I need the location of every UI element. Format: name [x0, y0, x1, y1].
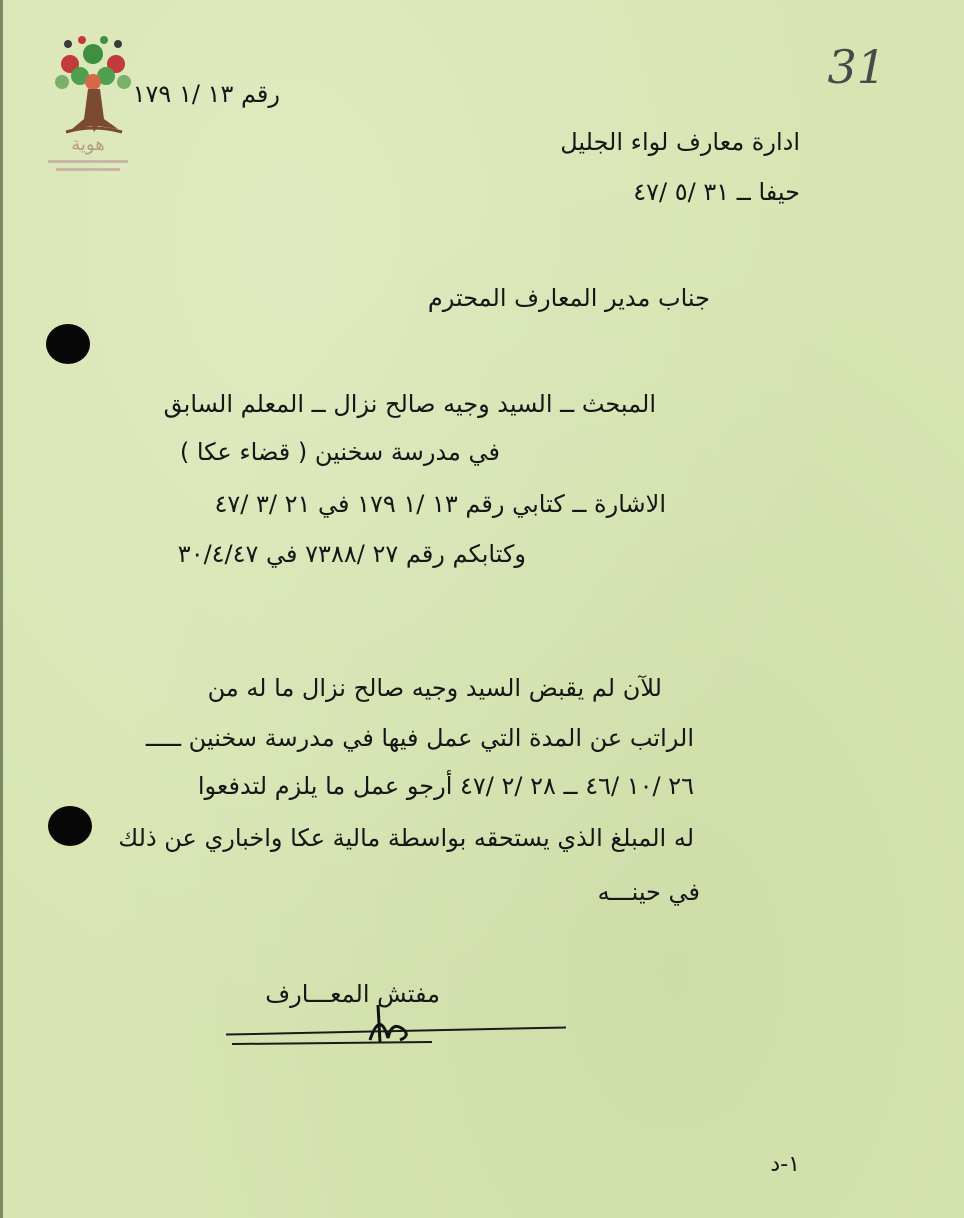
page-edge [0, 0, 3, 1218]
sender-place-date: حيفا ــ ٣١ /٥ /٤٧ [633, 178, 800, 206]
body-line-2: الراتب عن المدة التي عمل فيها في مدرسة سخنين ـــــ [145, 724, 694, 752]
subject-reference-line: الاشارة ــ كتابي رقم ١٣ /١ ١٧٩ في ٢١ /٣ /٤٧ [214, 490, 666, 518]
logo-caption: هوية [71, 134, 105, 155]
subject-reference-line-2: وكتابكم رقم ٢٧ /٧٣٨٨ في ٣٠/٤/٤٧ [177, 540, 526, 568]
page-number: 31 [827, 40, 886, 94]
body-line-1: للآن لم يقبض السيد وجيه صالح نزال ما له من [207, 674, 662, 702]
sender-office: ادارة معارف لواء الجليل [560, 128, 800, 156]
logo-subtitle-2 [56, 168, 120, 171]
subject-line-1: المبحث ــ السيد وجيه صالح نزال ــ المعلم السابق [163, 390, 656, 418]
body-line-4: له المبلغ الذي يستحقه بواسطة مالية عكا واخباري عن ذلك [118, 824, 694, 852]
signatory-title: مفتش المعـــارف [265, 980, 440, 1008]
punch-hole-top [46, 324, 90, 364]
logo-subtitle [48, 160, 128, 163]
reference-number: رقم ١٣ /١ ١٧٩ [132, 80, 280, 108]
subject-line-2: في مدرسة سخنين ( قضاء عكا ) [179, 438, 500, 466]
footer-code: ١-د [770, 1152, 800, 1177]
body-line-3: ٢٦ /١٠ /٤٦ ــ ٢٨ /٢ /٤٧ أرجو عمل ما يلزم لتدفعوا [197, 772, 694, 800]
punch-hole-bottom [48, 806, 92, 846]
salutation: جناب مدير المعارف المحترم [427, 284, 710, 312]
body-line-5: في حينـــه [597, 878, 700, 906]
